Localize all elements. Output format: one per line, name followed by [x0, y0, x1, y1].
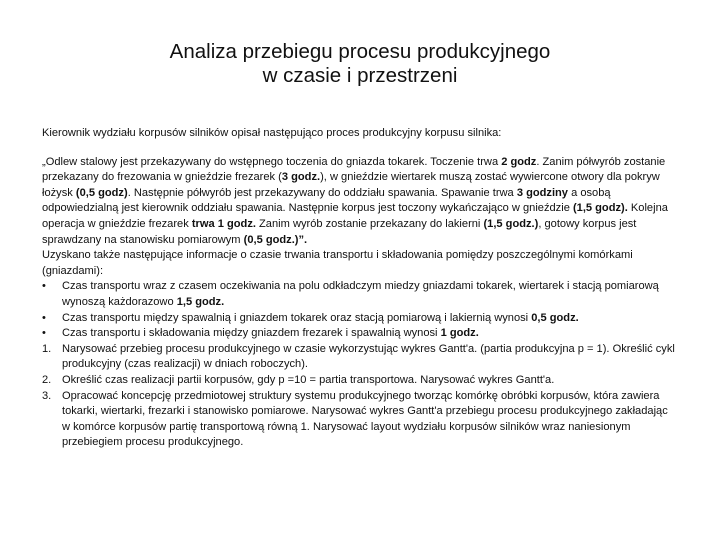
bullet-bold-segment: 1 godz.	[440, 327, 479, 340]
bullet-segment: Czas transportu między spawalnią i gniazdem tokarek oraz stacją pomiarową i lakiernią wynosi	[62, 311, 532, 324]
quote-bold-segment: trwa 1 godz.	[191, 217, 256, 230]
quote-bold-segment: (0,5 godz.)”.	[243, 233, 308, 246]
numbered-item	[42, 389, 678, 451]
title-line-2: w czasie i przestrzeni	[262, 64, 458, 87]
quote-bold-segment: 3 godz.	[281, 171, 321, 184]
bullet-segment: Czas transportu i składowania między gniazdem frezarek i spawalnią wynosi	[62, 327, 441, 340]
bullet-text	[62, 326, 678, 342]
intro-paragraph: Kierownik wydziału korpusów silników opisał następująco proces produkcyjny korpusu silnika:	[42, 127, 502, 139]
item-number: 2.	[42, 373, 52, 386]
bullet-item	[42, 326, 678, 342]
bullet-text	[62, 311, 678, 327]
item-number: 1.	[42, 342, 52, 355]
title-line-1: Analiza przebiegu procesu produkcyjnego	[169, 40, 551, 63]
bullet-bold-segment: 0,5 godz.	[531, 311, 579, 324]
quote-segment: Kolejna operacja w gnieździe frezarek	[42, 202, 668, 230]
numbered-item	[42, 342, 678, 373]
slide-title	[60, 40, 660, 88]
bullet-bold-segment: 1,5 godz.	[176, 295, 225, 308]
quote-bold-segment: 2 godz	[501, 155, 537, 168]
quote-segment: . Następnie półwyrób jest przekazywany do oddziału spawania. Spawanie trwa	[127, 186, 517, 199]
quote-bold-segment: (1,5 godz).	[572, 202, 628, 215]
bullet-text	[62, 279, 678, 310]
item-text: Narysować przebieg procesu produkcyjnego w czasie wykorzystując wykres Gantt'a. (partia produkcyjna p = 1). Określić cykl produkcyjny (czas realizacji) w dniach roboczych).	[62, 342, 675, 371]
quote-segment: Zanim wyrób zostanie przekazany do lakierni	[255, 217, 484, 230]
numbered-item	[42, 373, 678, 389]
bullet-mark: •	[42, 311, 46, 324]
bullet-mark: •	[42, 280, 46, 293]
quote-segment: , gotowy korpus jest sprawdzany na stanowisku pomiarowym	[42, 217, 637, 246]
quote-bold-segment: (1,5 godz.)	[483, 217, 539, 230]
bullet-item	[42, 311, 678, 327]
item-number: 3.	[42, 389, 52, 402]
quote-segment: „Odlew stalowy jest przekazywany do wstępnego toczenia do gniazda tokarek. Toczenie trwa	[42, 155, 502, 168]
quote-bold-segment: 3 godziny	[516, 186, 568, 199]
item-text: Opracować koncepcję przedmiotowej struktury systemu produkcyjnego tworząc komórkę obróbki korpusów, która zawiera tokarki, wiertarki, frezarki i stanowisko pomiarowe. Narysować wykres Gantt'a przebiegu procesu produkcyjnego zakładając w komórce korpusów partię transportową równą 1. Narysować layout wydziału korpusów silników wraz naniesionym przebiegiem procesu produkcyjnego.	[62, 389, 668, 449]
quote-segment: . Zanim półwyrób zostanie przekazany do frezowania w gnieździe frezarek (	[42, 155, 666, 184]
bullet-item	[42, 279, 678, 310]
bullet-segment: Czas transportu wraz z czasem oczekiwania na polu odkładczym miedzy gniazdami tokarek, wiertarek i stacją pomiarową wynoszą każdorazowo	[62, 280, 659, 308]
quote-bold-segment: (0,5 godz)	[75, 186, 128, 199]
quote-paragraph	[42, 155, 678, 249]
quote-segment: ), w gnieździe wiertarek muszą zostać wywiercone otwory dla pokryw łożysk	[42, 171, 660, 199]
bullet-mark: •	[42, 327, 46, 340]
slide-body	[42, 126, 678, 451]
info-paragraph: Uzyskano także następujące informacje o czasie trwania transportu i składowania pomiędzy poszczególnymi komórkami (gniazdami):	[42, 249, 633, 277]
quote-segment: a osobą odpowiedzialną jest kierownik oddziału spawania. Następnie korpus jest toczony wykańczająco w gnieździe	[42, 186, 611, 215]
item-text: Określić czas realizacji partii korpusów, gdy p =10 = partia transportowa. Narysować wykres Gantt'a.	[62, 373, 555, 386]
